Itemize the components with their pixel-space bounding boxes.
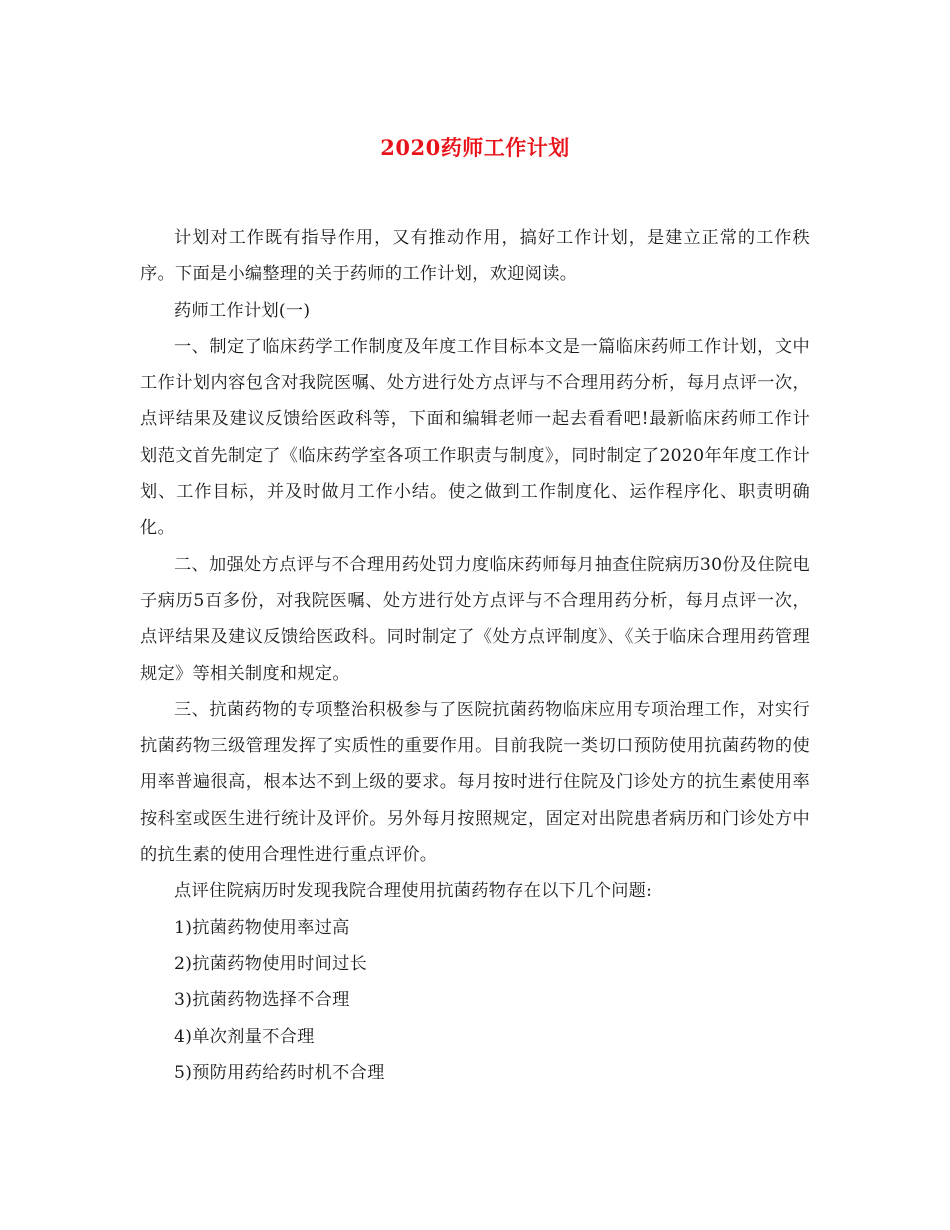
document-title: 2020药师工作计划	[380, 135, 570, 160]
body-paragraph: 一、制定了临床药学工作制度及年度工作目标本文是一篇临床药师工作计划，文中工作计划内容包含对我院医嘱、处方进行处方点评与不合理用药分析，每月点评一次，点评结果及建议反馈给医政科等，下面和编辑老师一起去看看吧!最新临床药师工作计划范文首先制定了《临床药学室各项工作职责与制度》，同时制定了2020年年度工作计划、工作目标，并及时做月工作小结。使之做到工作制度化、运作程序化、职责明确化。	[140, 336, 810, 539]
body-paragraph: 二、加强处方点评与不合理用药处罚力度临床药师每月抽查住院病历30份及住院电子病历5百多份，对我院医嘱、处方进行处方点评与不合理用药分析，每月点评一次，点评结果及建议反馈给医政科。同时制定了《处方点评制度》、《关于临床合理用药管理规定》等相关制度和规定。	[140, 554, 810, 684]
document-body	[140, 220, 810, 1091]
list-item: 2)抗菌药物使用时间过长	[174, 953, 368, 974]
intro-paragraph: 计划对工作既有指导作用，又有推动作用，搞好工作计划，是建立正常的工作秩序。下面是小编整理的关于药师的工作计划，欢迎阅读。	[140, 228, 810, 285]
list-item: 3)抗菌药物选择不合理	[174, 990, 350, 1011]
list-item: 5)预防用药给药时机不合理	[174, 1062, 385, 1083]
list-item: 1)抗菌药物使用率过高	[174, 917, 350, 938]
body-paragraph: 点评住院病历时发现我院合理使用抗菌药物存在以下几个问题:	[174, 881, 653, 902]
section-heading: 药师工作计划(一)	[174, 300, 311, 321]
body-paragraph: 三、抗菌药物的专项整治积极参与了医院抗菌药物临床应用专项治理工作，对实行抗菌药物三级管理发挥了实质性的重要作用。目前我院一类切口预防使用抗菌药物的使用率普遍很高，根本达不到上级的要求。每月按时进行住院及门诊处方的抗生素使用率按科室或医生进行统计及评价。另外每月按照规定，固定对出院患者病历和门诊处方中的抗生素的使用合理性进行重点评价。	[140, 699, 810, 866]
list-item: 4)单次剂量不合理	[174, 1026, 315, 1047]
